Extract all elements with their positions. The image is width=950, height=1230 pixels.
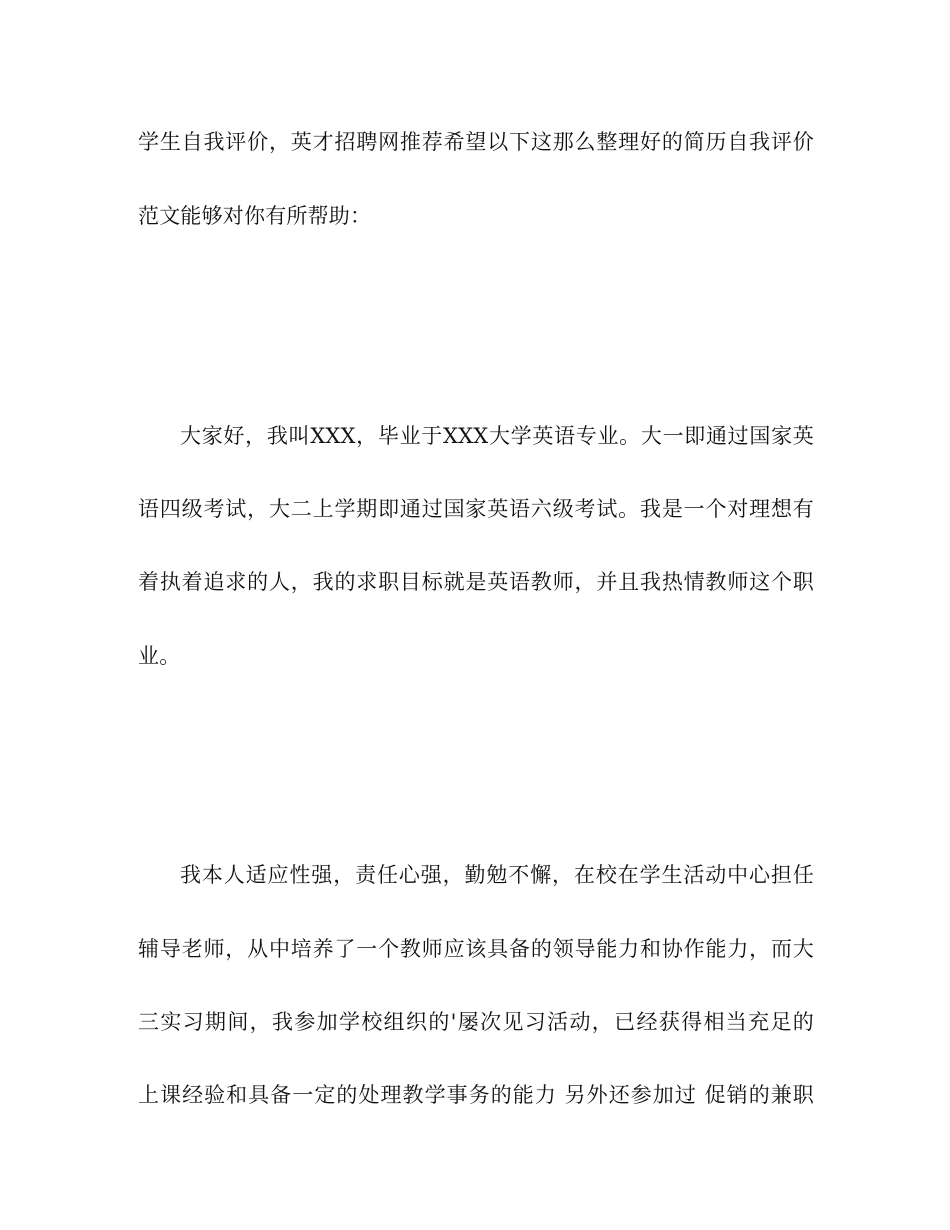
paragraph-2-line-4: 业。: [138, 644, 181, 668]
paragraph-2-line-3: 着执着追求的人，我的求职目标就是英语教师，并且我热情教师这个职: [138, 570, 814, 594]
paragraph-3-line-1: 我本人适应性强，责任心强，勤勉不懈，在校在学生活动中心担任: [180, 863, 814, 887]
paragraph-3-line-3: 三实习期间，我参加学校组织的'屡次见习活动，已经获得相当充足的: [138, 1010, 814, 1034]
paragraph-2-line-1: 大家好，我叫XXX，毕业于XXX大学英语专业。大一即通过国家英: [180, 424, 814, 448]
paragraph-1-line-1: 学生自我评价，英才招聘网推荐希望以下这那么整理好的简历自我评价: [138, 130, 814, 154]
paragraph-3-line-4: 上课经验和具备一定的处理教学事务的能力 另外还参加过 促销的兼职: [138, 1083, 814, 1107]
paragraph-1-line-2: 范文能够对你有所帮助：: [138, 204, 372, 228]
paragraph-2-line-2: 语四级考试，大二上学期即通过国家英语六级考试。我是一个对理想有: [138, 497, 814, 521]
paragraph-3-line-2: 辅导老师，从中培养了一个教师应该具备的领导能力和协作能力，而大: [138, 937, 814, 961]
